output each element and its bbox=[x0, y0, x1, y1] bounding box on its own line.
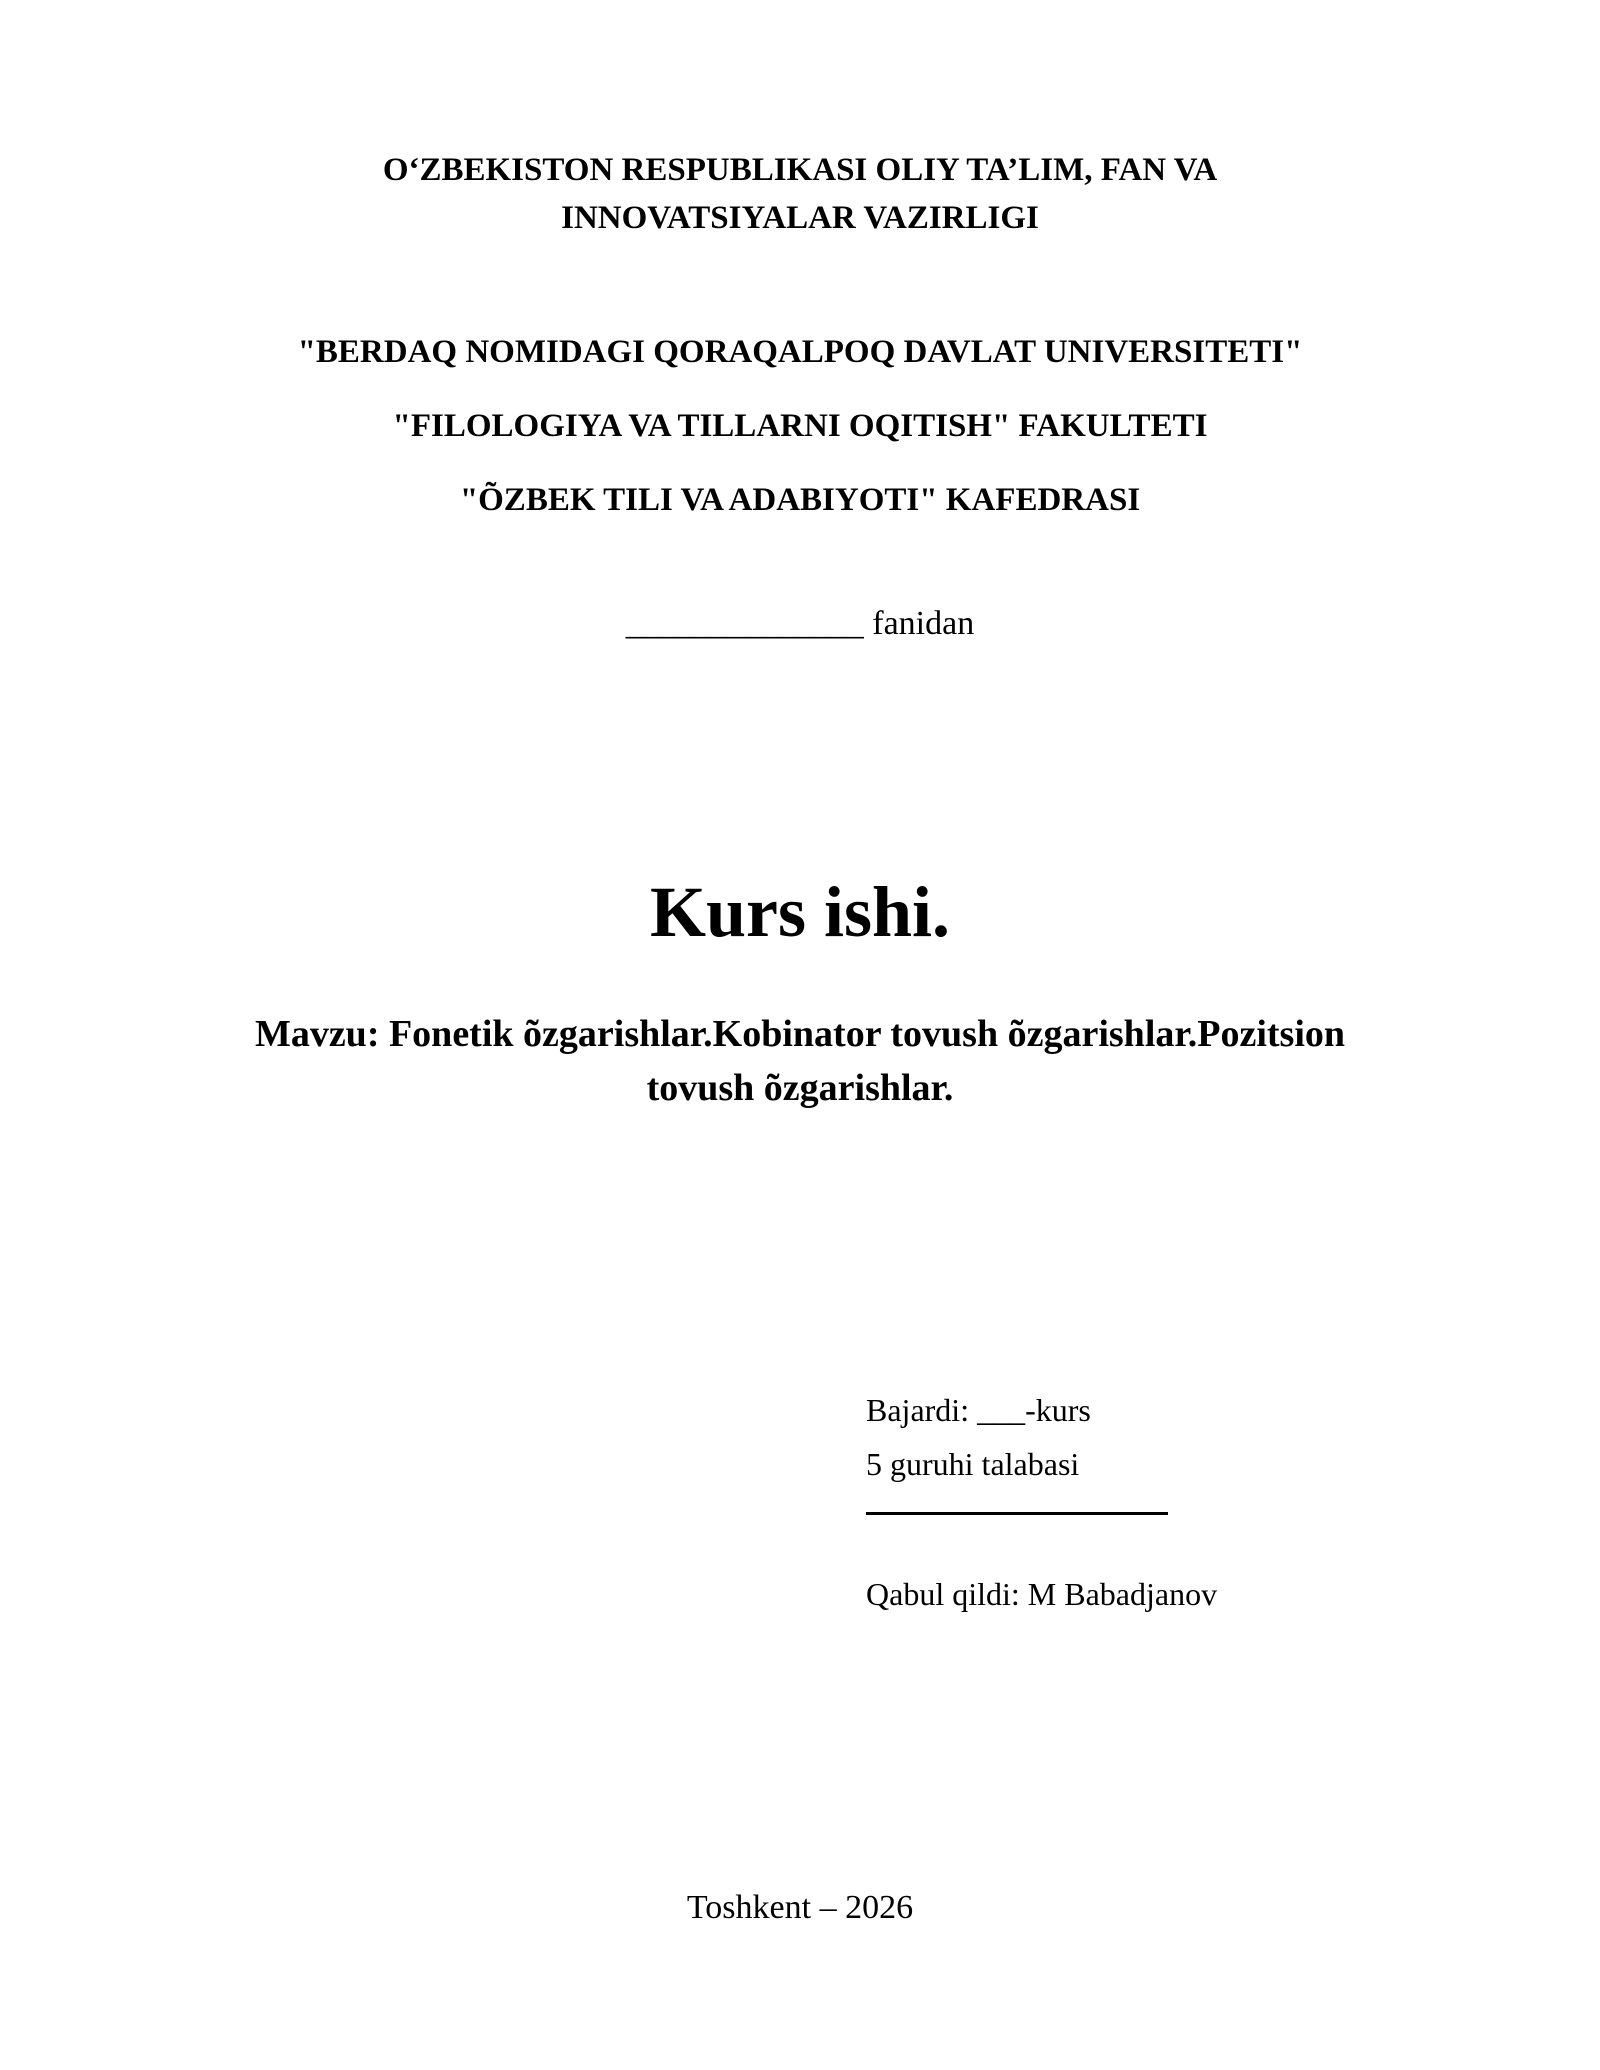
ministry-line-2: INNOVATSIYALAR VAZIRLIGI bbox=[561, 200, 1039, 236]
university-name: "BERDAQ NOMIDAGI QORAQALPOQ DAVLAT UNIVERSITETI" bbox=[297, 334, 1303, 370]
group-label: 5 guruhi talabasi bbox=[866, 1446, 1080, 1482]
topic-line-1: Mavzu: Fonetik õzgarishlar.Kobinator tovush õzgarishlar.Pozitsion bbox=[254, 1013, 1346, 1055]
faculty-name: "FILOLOGIYA VA TILLARNI OQITISH" FAKULTETI bbox=[392, 408, 1208, 444]
document-title: Kurs ishi. bbox=[649, 872, 951, 952]
subject-line: ______________ fanidan bbox=[625, 605, 975, 642]
city-year: Toshkent – 2026 bbox=[686, 1889, 914, 1926]
signature-line bbox=[866, 1512, 1168, 1515]
department-name: "ÕZBEK TILI VA ADABIYOTI" KAFEDRASI bbox=[459, 482, 1141, 518]
ministry-line-1: O‘ZBEKISTON RESPUBLIKASI OLIY TA’LIM, FAN VA bbox=[382, 152, 1218, 188]
topic-line-2: tovush õzgarishlar. bbox=[646, 1067, 954, 1109]
performer-label: Bajardi: ___-kurs bbox=[866, 1392, 1091, 1428]
accepted-by-label: Qabul qildi: M Babadjanov bbox=[866, 1576, 1218, 1612]
